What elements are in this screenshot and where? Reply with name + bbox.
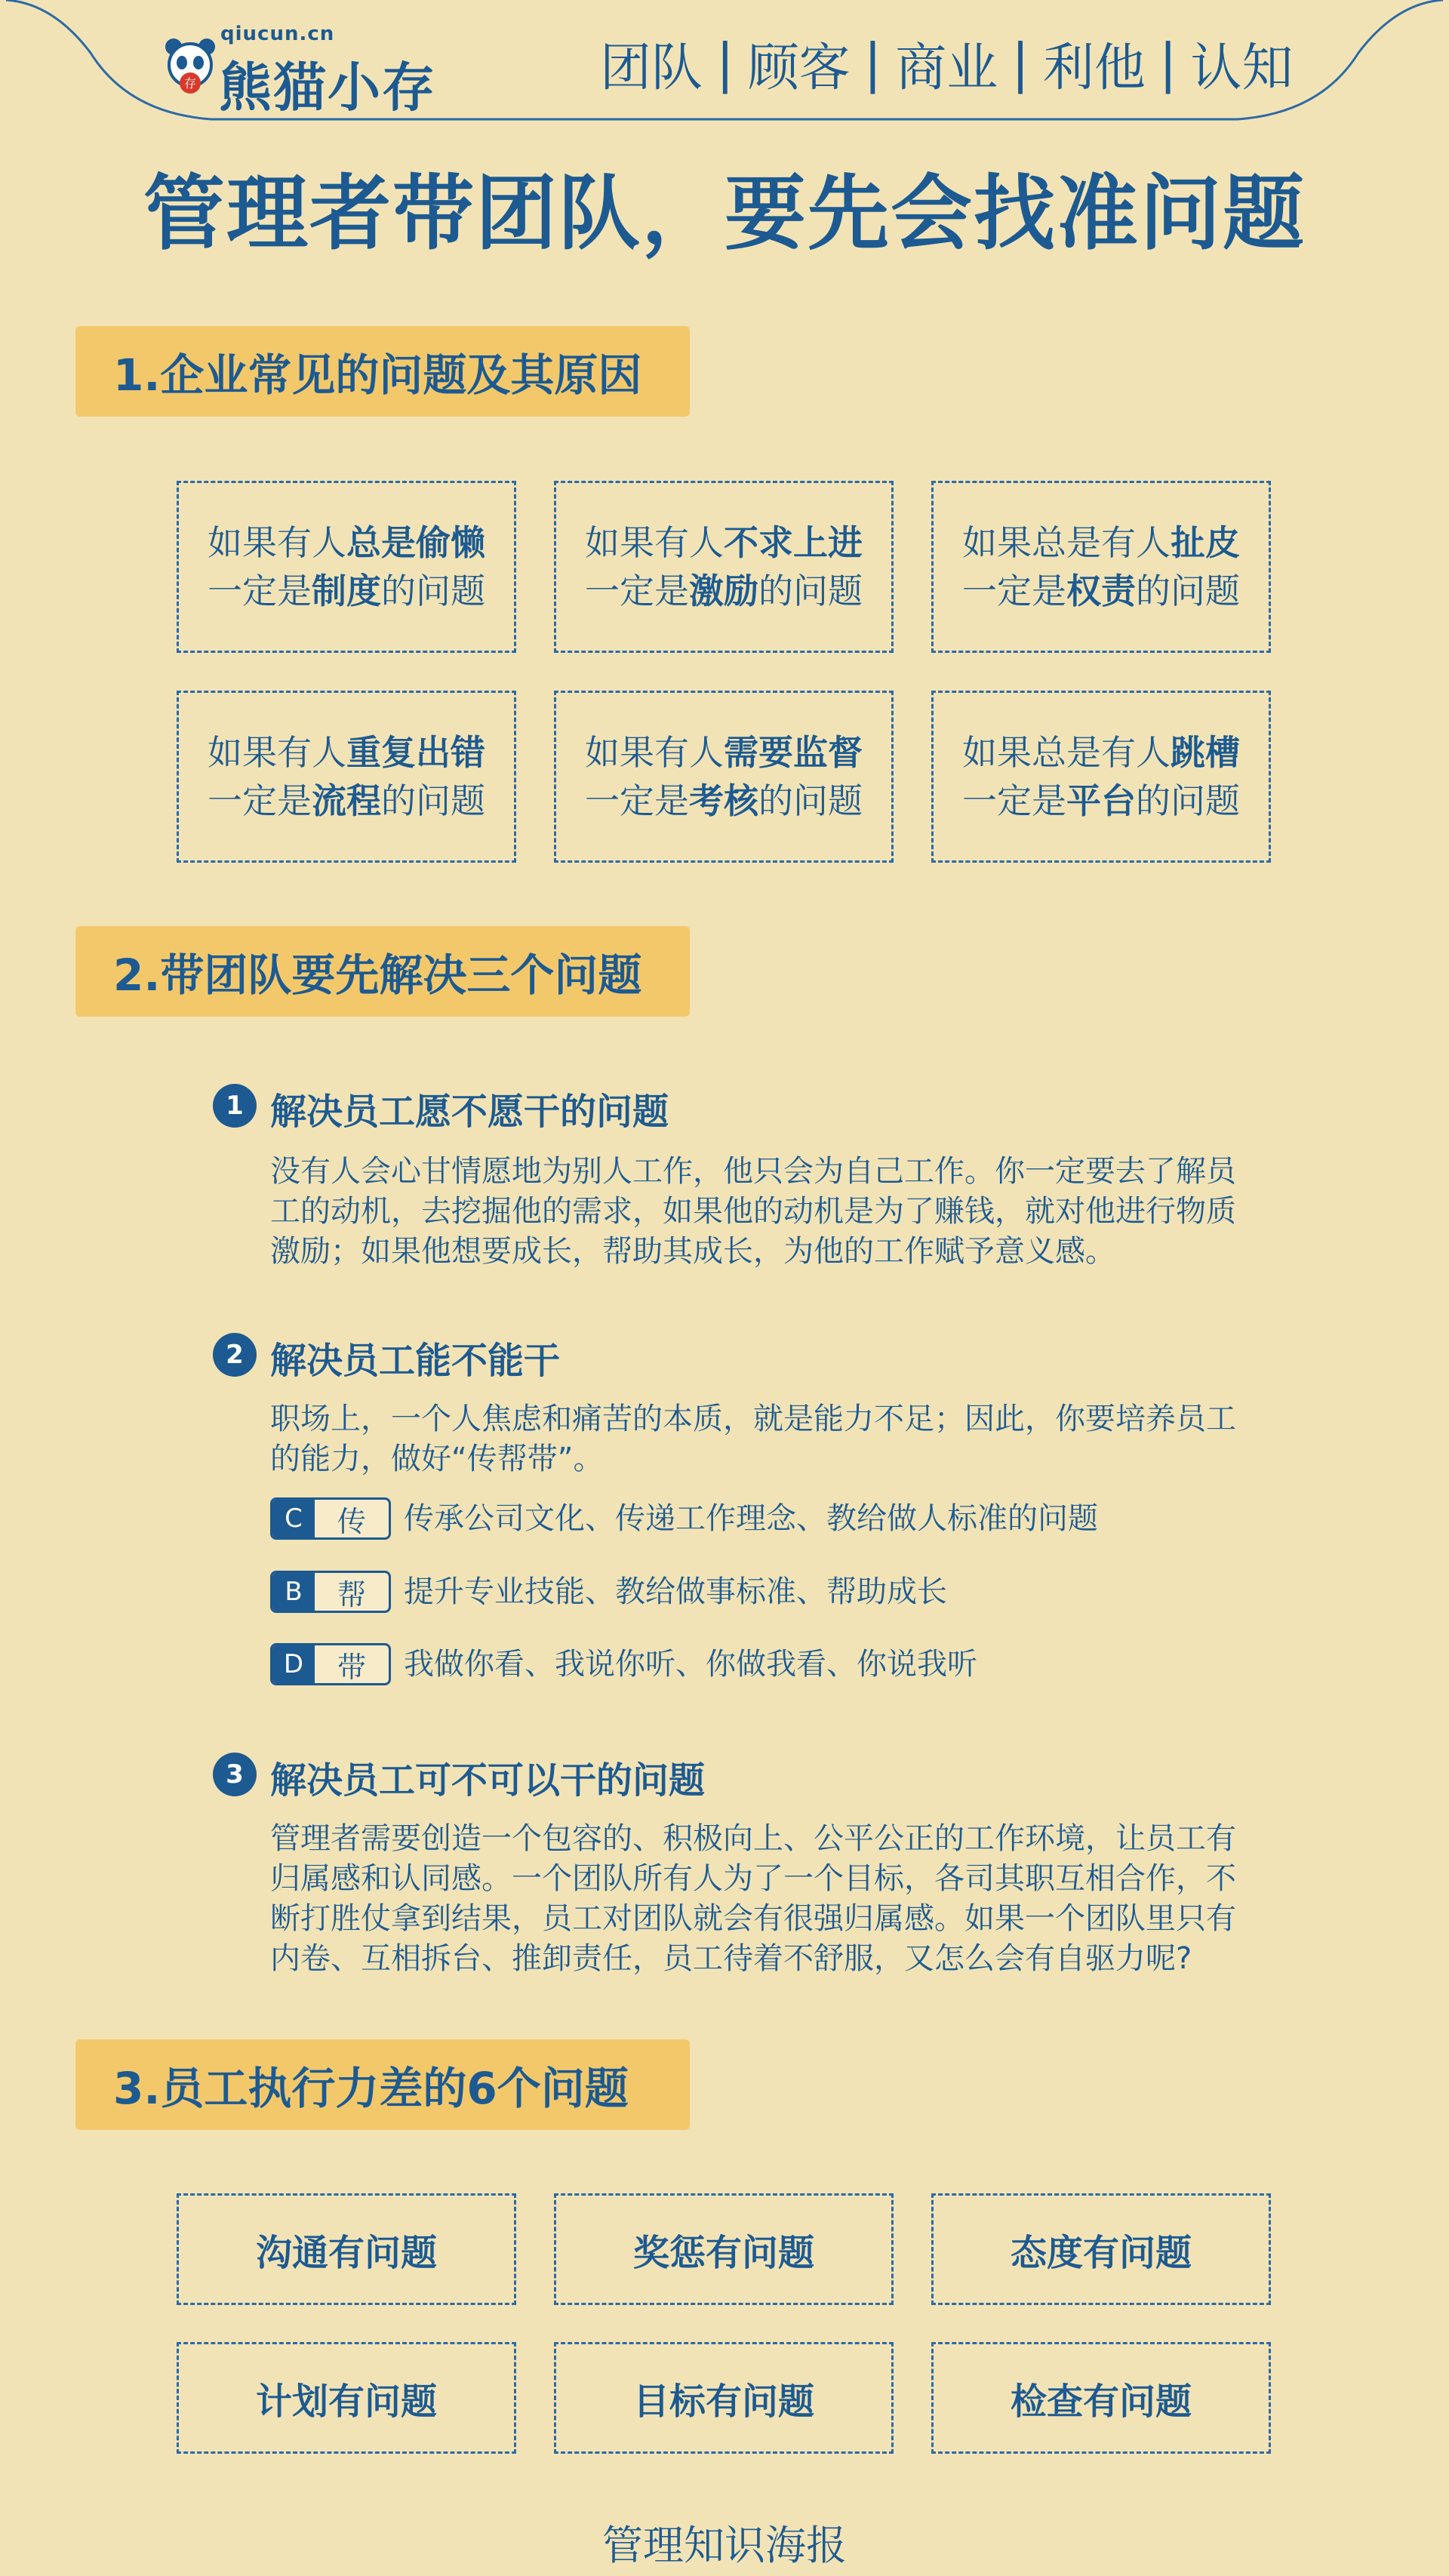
item-paragraph: 管理者需要创造一个包容的、积极向上、公平公正的工作环境，让员工有 归属感和认同感。一个团队所有人为了一个目标，各司其职互相合作，不 断打胜仗拿到结果，员工对团队就会有很强归属感。如果一个团队里只有 内卷、互相拆台、推卸责任，员工待着不舒服，又怎么会有自驱力呢?	[270, 1821, 1236, 1976]
nav-separator: |	[1011, 32, 1029, 94]
nav-separator: |	[716, 32, 734, 94]
execution-problem-box: 沟通有问题	[177, 2193, 516, 2305]
problem-card: 如果有人不求上进 一定是激励的问题	[554, 481, 894, 653]
tag-dai: D 带	[270, 1643, 391, 1685]
problem-card: 如果有人需要监督 一定是考核的问题	[554, 691, 894, 863]
item-title: 解决员工能不能干	[270, 1340, 561, 1382]
problem-card: 如果总是有人扯皮 一定是权责的问题	[931, 481, 1271, 653]
item-paragraph: 职场上，一个人焦虑和痛苦的本质，就是能力不足；因此，你要培养员工 的能力，做好“传帮带”。	[270, 1402, 1236, 1476]
nav-item-altruism[interactable]: 利他	[1042, 38, 1146, 98]
logo-url: qiucun.cn	[220, 23, 335, 45]
number-badge: 2	[213, 1333, 257, 1377]
nav-item-team[interactable]: 团队	[600, 38, 703, 98]
execution-problem-box: 态度有问题	[931, 2193, 1271, 2305]
top-nav	[600, 32, 1294, 98]
section-3-heading: 3.员工执行力差的6个问题	[75, 2039, 690, 2130]
execution-problem-box: 奖惩有问题	[554, 2193, 894, 2305]
item-title: 解决员工愿不愿干的问题	[270, 1091, 669, 1133]
tag-description: 传承公司文化、传递工作理念、教给做人标准的问题	[404, 1501, 1098, 1536]
nav-item-cognition[interactable]: 认知	[1190, 38, 1294, 98]
tag-description: 我做你看、我说你听、你做我看、你说我听	[404, 1647, 977, 1682]
execution-problem-box: 目标有问题	[554, 2342, 894, 2454]
problem-card: 如果有人总是偷懒 一定是制度的问题	[177, 481, 516, 653]
svg-text:存: 存	[183, 76, 197, 91]
tag-bang: B 帮	[270, 1571, 391, 1613]
panda-icon	[160, 36, 220, 97]
problem-card: 如果有人重复出错 一定是流程的问题	[177, 691, 516, 863]
nav-item-customer[interactable]: 顾客	[747, 38, 851, 98]
nav-separator: |	[863, 32, 882, 94]
section-1-heading: 1.企业常见的问题及其原因	[75, 326, 690, 417]
nav-separator: |	[1158, 32, 1177, 94]
item-paragraph: 没有人会心甘情愿地为别人工作，他只会为自己工作。你一定要去了解员 工的动机，去挖掘他的需求，如果他的动机是为了赚钱，就对他进行物质 激励；如果他想要成长，帮助其成长，为他的工作赋予意义感。	[270, 1154, 1236, 1269]
execution-problem-box: 检查有问题	[931, 2342, 1271, 2454]
tag-description: 提升专业技能、教给做事标准、帮助成长	[404, 1574, 947, 1609]
tag-chuan: C 传	[270, 1497, 391, 1540]
number-badge: 1	[213, 1084, 257, 1128]
footer-caption: 管理知识海报	[602, 2522, 847, 2569]
problem-card: 如果总是有人跳槽 一定是平台的问题	[931, 691, 1271, 863]
item-title: 解决员工可不可以干的问题	[270, 1759, 706, 1802]
number-badge: 3	[213, 1753, 257, 1796]
logo-name: 熊猫小存	[219, 57, 436, 118]
nav-item-business[interactable]: 商业	[895, 38, 998, 98]
execution-problem-box: 计划有问题	[177, 2342, 516, 2454]
page-title: 管理者带团队，要先会找准问题	[143, 167, 1306, 261]
section-2-heading: 2.带团队要先解决三个问题	[75, 926, 690, 1017]
logo[interactable]	[160, 23, 477, 118]
